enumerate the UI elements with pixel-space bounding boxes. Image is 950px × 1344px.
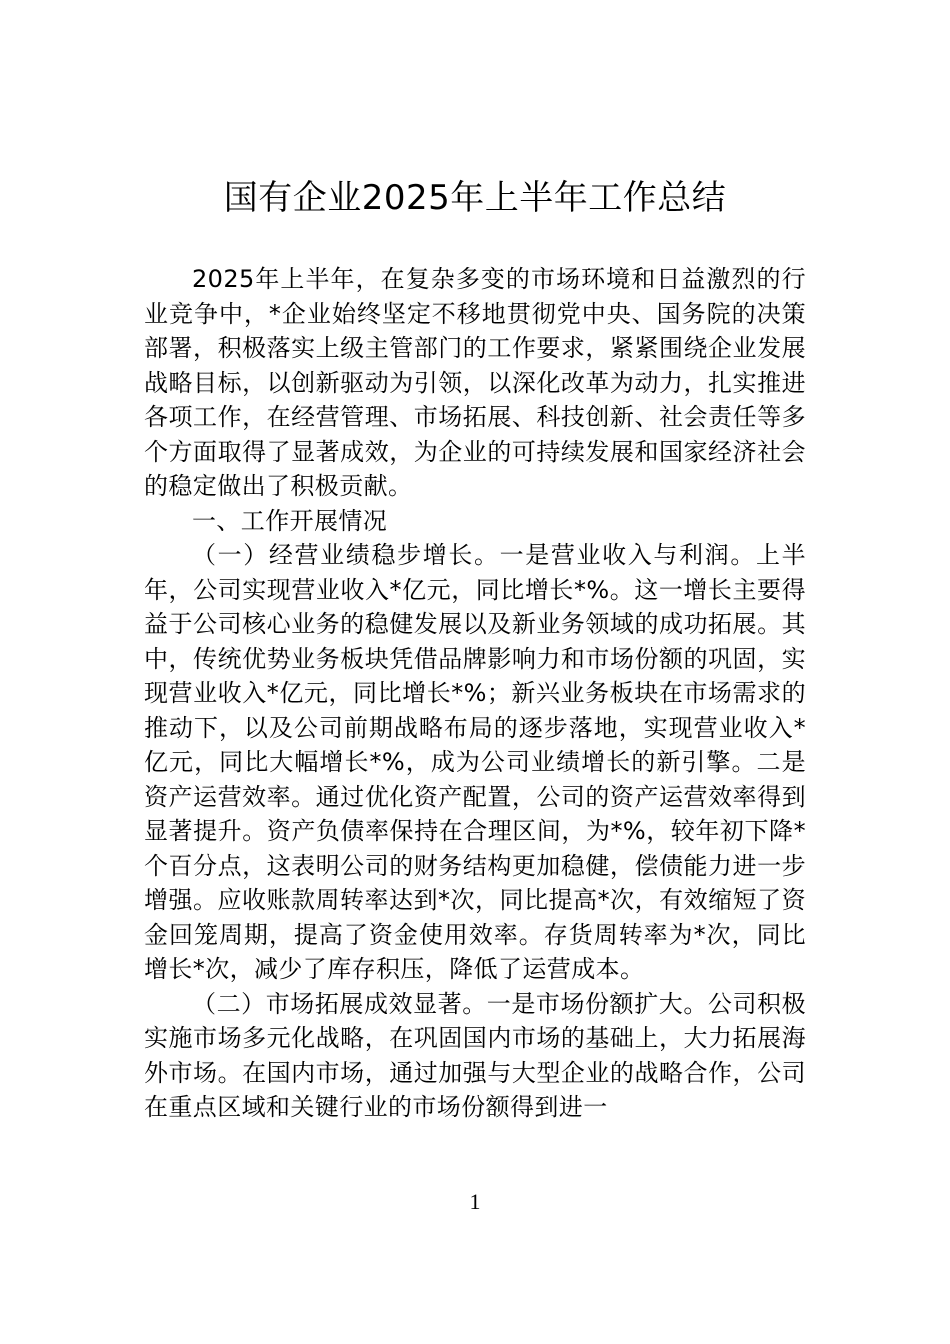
- document-title: 国有企业2025年上半年工作总结: [223, 178, 727, 218]
- document-body: [144, 262, 806, 1125]
- business-performance-paragraph: （一）经营业绩稳步增长。一是营业收入与利润。上半年，公司实现营业收入*亿元，同比增长*%。这一增长主要得益于公司核心业务的稳健发展以及新业务领域的成功拓展。其中，传统优势业务板块凭借品牌影响力和市场份额的巩固，实现营业收入*亿元，同比增长*%；新兴业务板块在市场需求的推动下，以及公司前期战略布局的逐步落地，实现营业收入*亿元，同比大幅增长*%，成为公司业绩增长的新引擎。二是资产运营效率。通过优化资产配置，公司的资产运营效率得到显著提升。资产负债率保持在合理区间，为*%，较年初下降*个百分点，这表明公司的财务结构更加稳健，偿债能力进一步增强。应收账款周转率达到*次，同比提高*次，有效缩短了资金回笼周期，提高了资金使用效率。存货周转率为*次，同比增长*次，减少了库存积压，降低了运营成本。: [144, 541, 806, 983]
- page-number: 1: [469, 1189, 481, 1214]
- section-heading: 一、工作开展情况: [192, 506, 388, 535]
- intro-paragraph: 2025年上半年，在复杂多变的市场环境和日益激烈的行业竞争中，*企业始终坚定不移地贯彻党中央、国务院的决策部署，积极落实上级主管部门的工作要求，紧紧围绕企业发展战略目标，以创新驱动为引领，以深化改革为动力，扎实推进各项工作，在经营管理、市场拓展、科技创新、社会责任等多个方面取得了显著成效，为企业的可持续发展和国家经济社会的稳定做出了积极贡献。: [144, 265, 806, 500]
- market-expansion-paragraph: （二）市场拓展成效显著。一是市场份额扩大。公司积极实施市场多元化战略，在巩固国内市场的基础上，大力拓展海外市场。在国内市场，通过加强与大型企业的战略合作，公司在重点区域和关键行业的市场份额得到进一: [144, 989, 806, 1121]
